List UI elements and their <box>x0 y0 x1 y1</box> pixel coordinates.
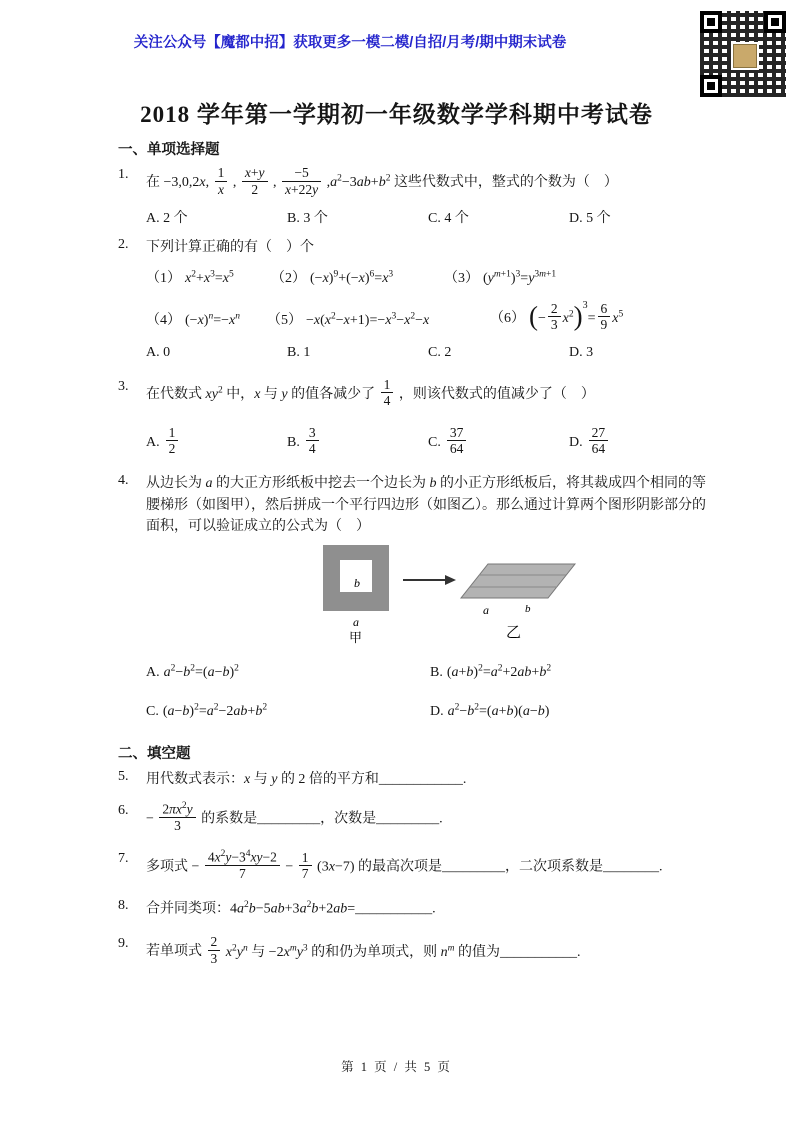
q1-sep: , <box>273 175 277 191</box>
page-title: 2018 学年第一学期初一年级数学学科期中考试卷 <box>140 102 653 127</box>
label-b-right: b <box>525 602 531 615</box>
fraction: $\frac{27}{64}$ <box>589 425 609 457</box>
q2-item-6: （6） (− $\frac{2}{3}$ $x^2)^3=$ $\frac{6}{9}$ $x^5$ <box>490 299 624 333</box>
q7-minus: − <box>191 859 200 875</box>
label-b-inner: b <box>354 575 360 590</box>
fraction: $\frac{37}{64}$ <box>447 425 467 457</box>
label-a-left: a <box>353 614 359 629</box>
question-1-number: 1. <box>118 167 129 182</box>
question-7-number: 7. <box>118 851 129 867</box>
q4-option-c: C. $(a-b)^2=a^2-2ab+b^2$ <box>146 702 268 720</box>
q6-minus: − <box>146 811 154 827</box>
label-a-right: a <box>483 602 489 617</box>
qr-finder-icon <box>700 11 722 33</box>
question-8-text: 合并同类项：$4a^2b-5ab+3a^2b+2ab=\_\_\_\_\_\_\_\_\_\_\_$. <box>146 899 436 917</box>
question-9-number: 9. <box>118 936 129 952</box>
section-two-title: 二、填空题 <box>118 746 191 763</box>
q2-item-5: $(5) -x(x^2-x+1)=-x^3-x^2-x$ <box>267 311 430 328</box>
q7-pre: 多项式 <box>146 859 188 875</box>
question-4 <box>118 473 712 538</box>
question-5 <box>118 769 712 791</box>
q1-option-a: A. 2 个 <box>146 211 188 227</box>
question-2-text: 下列计算正确的有（ ）个 <box>146 240 314 256</box>
question-1 <box>118 167 712 199</box>
question-8-number: 8. <box>118 897 129 913</box>
question-6 <box>118 800 712 836</box>
arrow-head-icon <box>445 575 456 585</box>
qr-finder-icon <box>700 75 722 97</box>
question-2-number: 2. <box>118 237 129 253</box>
q1-options <box>146 207 712 227</box>
question-2 <box>118 237 712 259</box>
q3-post: ，则该代数式的值减少了（ ） <box>398 386 595 402</box>
fraction: $\frac{2}{3}$ <box>548 301 561 333</box>
question-3 <box>118 376 712 411</box>
q4-option-b: B. $(a+b)^2=a^2+2ab+b^2$ <box>430 662 552 680</box>
fraction: $\frac{-5}{x+22y}$ <box>282 165 321 197</box>
qr-code <box>697 8 789 100</box>
q3-options <box>146 424 712 459</box>
q2-option-a: A. 0 <box>146 344 171 360</box>
fraction: $\frac{1}{2}$ <box>166 425 179 457</box>
question-4-number: 4. <box>118 472 129 488</box>
q2-option-b: B. 1 <box>287 344 311 360</box>
question-3-number: 3. <box>118 378 129 394</box>
q7-post: (3x−7) 的最高次项是_________，二次项系数是________. <box>317 859 663 875</box>
question-6-text <box>146 800 712 836</box>
q1-option-c: C. 4 个 <box>428 211 469 227</box>
q1-post: $,a^2-3ab+b^2$ 这些代数式中，整式的个数为（ ） <box>326 173 618 191</box>
question-6-number: 6. <box>118 802 129 818</box>
question-7-text <box>146 851 712 884</box>
q9-post: $x^2y^n$ 与 $-2x^my^3$ 的和仍为单项式，则 $n^m$ 的值为___________. <box>225 942 581 960</box>
question-5-text: 用代数式表示：x 与 y 的 2 倍的平方和____________. <box>146 772 467 788</box>
q2-item-2: （2） $(-x)^9+(-x)^6=x^3$ <box>271 269 394 286</box>
fraction: $\frac{4x^2y-3^4xy-2}{7}$ <box>205 849 280 882</box>
question-9 <box>118 936 712 968</box>
q4-option-a: A. $a^2-b^2=(a-b)^2$ <box>146 662 239 680</box>
square-to-parallelogram-figure <box>303 542 593 646</box>
qr-finder-icon <box>764 11 786 33</box>
q3-option-a: A. $\frac{1}{2}$ <box>146 427 287 459</box>
question-3-text <box>146 376 712 411</box>
q2-items-row-1 <box>146 267 712 287</box>
q1-option-d: D. 5 个 <box>569 211 611 227</box>
question-4-text: 从边长为 a 的大正方形纸板中挖去一个边长为 b 的小正方形纸板后，将其裁成四个相同的等腰梯形（如图甲），然后拼成一个平行四边形（如图乙）。那么通过计算两个图形阴影部分的面积，可以验证成立的公式为（ ） <box>146 475 706 535</box>
fraction: $\frac{2\pi x^2y}{3}$ <box>159 801 195 834</box>
q1-sep: , <box>232 175 237 191</box>
page-number: 第 1 页 / 共 5 页 <box>341 1060 452 1074</box>
qr-center-logo <box>731 42 759 70</box>
question-9-text <box>146 936 712 968</box>
parallelogram <box>461 564 575 598</box>
q2-options <box>146 345 712 361</box>
question-5-number: 5. <box>118 769 129 785</box>
q1-pre: 在 −3,0,2x, <box>146 175 210 191</box>
q7-minus: − <box>285 859 294 875</box>
question-7 <box>118 851 712 884</box>
label-yi: 乙 <box>506 624 522 641</box>
label-jia: 甲 <box>349 629 363 645</box>
fraction: $\frac{1}{4}$ <box>381 377 394 409</box>
q9-pre: 若单项式 <box>146 944 202 960</box>
q6-post: 的系数是_________，次数是_________. <box>201 811 443 827</box>
fraction: $\frac{1}{7}$ <box>299 850 312 882</box>
q4-option-d: D. $a^2-b^2=(a+b)(a-b)$ <box>430 702 550 720</box>
q2-item-1: （1） $x^2+x^3=x^5$ <box>146 269 234 286</box>
fraction: $\frac{x+y}{2}$ <box>242 165 268 197</box>
q2-option-c: C. 2 <box>428 344 452 360</box>
q3-option-c: C. $\frac{37}{64}$ <box>428 427 569 459</box>
q4-figure <box>303 542 712 651</box>
fraction: $\frac{2}{3}$ <box>208 934 221 966</box>
header-promo-text: 关注公众号【魔都中招】获取更多一模二模/自招/月考/期中期末试卷 <box>133 35 567 51</box>
q3-option-b: B. $\frac{3}{4}$ <box>287 427 428 459</box>
q2-items-row-2 <box>146 299 712 335</box>
fraction: $\frac{3}{4}$ <box>306 425 319 457</box>
exam-content <box>118 138 712 968</box>
question-1-text <box>146 167 712 199</box>
fraction: $\frac{1}{x}$ <box>215 165 228 197</box>
q3-option-d: D. $\frac{27}{64}$ <box>569 427 712 459</box>
q3-pre: 在代数式 $xy^2$ 中，x 与 y 的值各减少了 <box>146 385 376 402</box>
section-one-title: 一、单项选择题 <box>118 142 220 158</box>
q2-item-4: （4） $(-x)^n=-x^n$ <box>146 311 240 328</box>
q2-item-3: （3） $(y^{m+1})^3=y^{3m+1}$ <box>444 269 557 286</box>
q4-options <box>146 663 712 720</box>
fraction: $\frac{6}{9}$ <box>598 301 611 333</box>
q1-option-b: B. 3 个 <box>287 211 328 227</box>
q2-option-d: D. 3 <box>569 344 594 360</box>
question-8 <box>118 898 712 920</box>
